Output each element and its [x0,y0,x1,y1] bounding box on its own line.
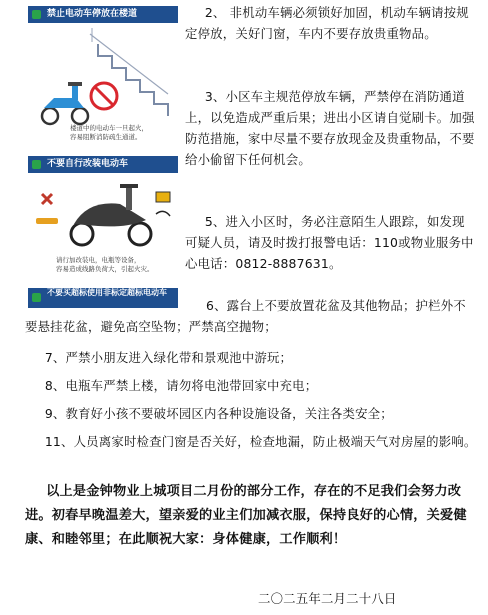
notice-item-3: 3、小区车主规范停放车辆，严禁停在消防通道上，以免造成严重后果；进出小区请自觉刷卡。加强防范措施，家中尽量不要存放现金及贵重物品，不要给小偷留下任何机会。 [185,89,475,167]
notice-item-2: 2、 非机动车辆必须锁好加固，机动车辆请按规定停放，关好门窗，车内不要存放贵重物品。 [185,5,469,41]
caption-hallway: 楼道中的电动车一旦起火， 容易阻断消防疏生通道。 [70,124,148,141]
check-icon [32,160,41,169]
notice-item-6: 6、露台上不要放置花盆及其他物品；护栏外不要悬挂花盆，避免高空坠物；严禁高空抛物； [25,298,466,334]
document-date: 二〇二五年二月二十八日 [258,591,397,606]
notice-item-8: 8、电瓶车严禁上楼，请勿将电池带回家中充电； [44,378,318,393]
notice-item-7: 7、严禁小朋友进入绿化带和景观池中游玩； [44,350,293,365]
banner-no-nonstandard: 不要买超标使用非标定超标电动车 [28,288,178,308]
banner-no-parking-hallway: 禁止电动车停放在楼道 [28,6,178,23]
notice-item-11: 11、人员离家时检查门窗是否关好，检查地漏，防止极端天气对房屋的影响。 [44,434,477,449]
modified-scooter-illustration [28,174,178,254]
banner-no-modification: 不要自行改装电动车 [28,156,178,173]
notice-item-5: 5、进入小区时，务必注意陌生人跟踪，如发现可疑人员，请及时拨打报警电话：110或物业服务中心电话：0812-8887631。 [185,214,474,271]
notice-item-9: 9、教育好小孩不要破坏园区内各种设施设备，关注各类安全； [44,406,393,421]
closing-statement: 以上是金钟物业上城项目二月份的部分工作，存在的不足我们会努力改进。初春早晚温差大，望亲爱的业主们加减衣服，保持良好的心情，关爱健康、和睦邻里；在此顺祝大家：身体健康，工作顺利！ [25,484,467,547]
check-icon [32,10,41,19]
safety-illustration-panel [28,6,178,308]
caption-modification: 请行加改装电，电瓶等设备， 容易造成线路负荷大，引起火灾。 [56,256,154,273]
battery-icon [156,192,170,202]
wrench-icon [36,218,58,224]
